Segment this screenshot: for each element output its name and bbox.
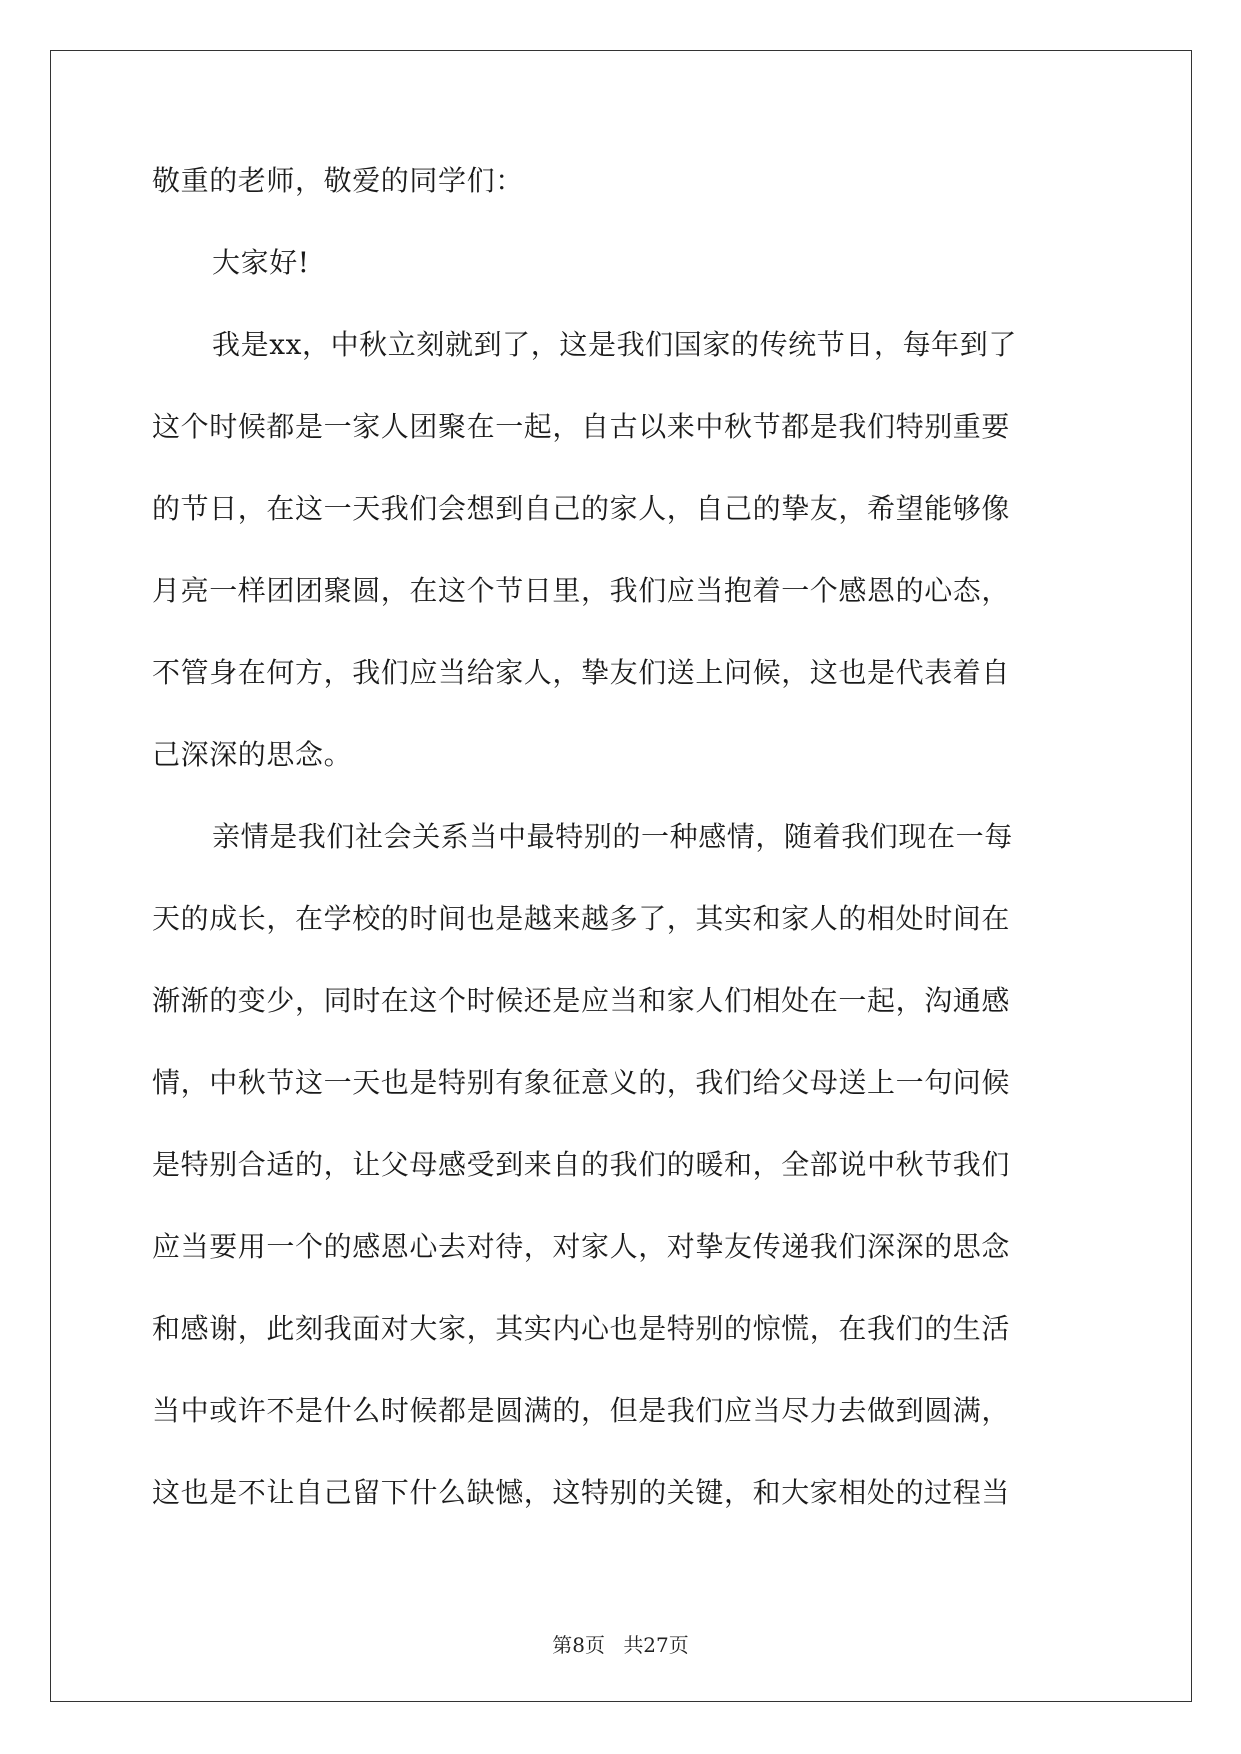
text-line: 这个时候都是一家人团聚在一起，自古以来中秋节都是我们特别重要: [152, 410, 1011, 443]
text-line: 是特别合适的，让父母感受到来自的我们的暖和，全部说中秋节我们: [152, 1148, 1011, 1181]
text-line: 的节日，在这一天我们会想到自己的家人，自己的挚友，希望能够像: [152, 492, 1011, 525]
salutation-line: 敬重的老师，敬爱的同学们：: [152, 164, 524, 197]
page-footer: [0, 1634, 1241, 1656]
greeting-line: 大家好!: [212, 246, 310, 279]
text-line: 应当要用一个的感恩心去对待，对家人，对挚友传递我们深深的思念: [152, 1230, 1011, 1263]
text-line: 情，中秋节这一天也是特别有象征意义的，我们给父母送上一句问候: [152, 1066, 1011, 1099]
text-line: 不管身在何方，我们应当给家人，挚友们送上问候，这也是代表着自: [152, 656, 1011, 689]
page-number: 第8页: [552, 1633, 605, 1657]
text-line: 月亮一样团团聚圆，在这个节日里，我们应当抱着一个感恩的心态，: [152, 574, 1011, 607]
text-line: 己深深的思念。: [152, 738, 353, 771]
text-line: 亲情是我们社会关系当中最特别的一种感情，随着我们现在一每: [212, 820, 1013, 853]
text-line: 这也是不让自己留下什么缺憾，这特别的关键，和大家相处的过程当: [152, 1476, 1011, 1509]
text-line: 和感谢，此刻我面对大家，其实内心也是特别的惊慌，在我们的生活: [152, 1312, 1011, 1345]
page-total: 共27页: [623, 1633, 689, 1657]
text-line: 当中或许不是什么时候都是圆满的，但是我们应当尽力去做到圆满，: [152, 1394, 1011, 1427]
text-line: 我是xx，中秋立刻就到了，这是我们国家的传统节日，每年到了: [212, 328, 1017, 361]
document-body: [152, 164, 1092, 1561]
text-line: 天的成长，在学校的时间也是越来越多了，其实和家人的相处时间在: [152, 902, 1011, 935]
text-line: 渐渐的变少，同时在这个时候还是应当和家人们相处在一起，沟通感: [152, 984, 1011, 1017]
